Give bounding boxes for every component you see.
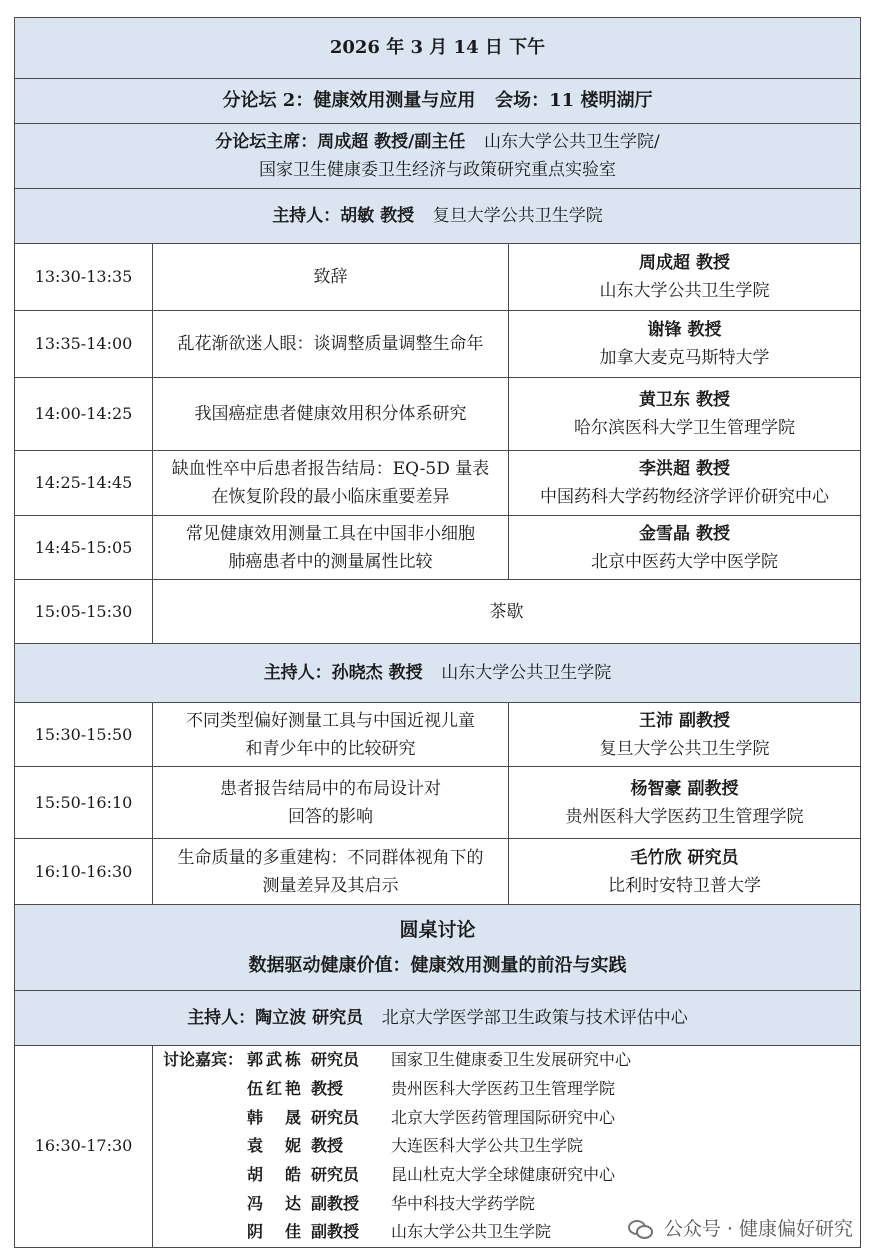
forum-title: 分论坛 2：健康效用测量与应用 bbox=[222, 90, 476, 111]
agenda-row bbox=[15, 703, 861, 767]
host-row-1 bbox=[15, 189, 861, 244]
time-cell: 13:35-14:00 bbox=[15, 311, 153, 378]
speaker-cell: 黄卫东 教授 哈尔滨医科大学卫生管理学院 bbox=[509, 378, 861, 451]
host-1-label: 主持人：胡敏 教授 bbox=[272, 206, 415, 226]
panel-time: 16:30-17:30 bbox=[15, 1046, 153, 1248]
forum-venue: 会场：11 楼明湖厅 bbox=[495, 90, 653, 111]
guest-name: 伍红艳 bbox=[247, 1079, 301, 1099]
date-text: 2026 年 3 月 14 日 下午 bbox=[329, 37, 546, 58]
guest-name: 胡皓 bbox=[247, 1165, 301, 1185]
time-cell: 14:25-14:45 bbox=[15, 451, 153, 516]
time-cell: 16:10-16:30 bbox=[15, 839, 153, 905]
time-cell: 14:00-14:25 bbox=[15, 378, 153, 451]
time-cell: 13:30-13:35 bbox=[15, 244, 153, 311]
host-row-3 bbox=[15, 991, 861, 1046]
agenda-row bbox=[15, 516, 861, 580]
agenda-row bbox=[15, 244, 861, 311]
speaker-cell: 王沛 副教授 复旦大学公共卫生学院 bbox=[509, 703, 861, 767]
host-3-org: 北京大学医学部卫生政策与技术评估中心 bbox=[381, 1008, 688, 1028]
host-row-2 bbox=[15, 644, 861, 703]
chair-org-1: 山东大学公共卫生学院/ bbox=[484, 132, 660, 152]
speaker-cell: 周成超 教授 山东大学公共卫生学院 bbox=[509, 244, 861, 311]
guest-name: 郭武栋 bbox=[247, 1050, 301, 1070]
roundtable-header bbox=[15, 905, 861, 991]
chair-org-2: 国家卫生健康委卫生经济与政策研究重点实验室 bbox=[259, 160, 616, 180]
host-2-label: 主持人：孙晓杰 教授 bbox=[263, 663, 423, 683]
break-time: 15:05-15:30 bbox=[15, 580, 153, 644]
agenda-row bbox=[15, 311, 861, 378]
guest-name: 韩晟 bbox=[247, 1107, 301, 1127]
guest-org: 贵州医科大学医药卫生管理学院 bbox=[391, 1079, 616, 1099]
chair-label: 分论坛主席：周成超 教授/副主任 bbox=[215, 132, 466, 152]
guest-name: 袁妮 bbox=[247, 1136, 301, 1156]
guest-row bbox=[153, 1103, 860, 1132]
topic-cell: 缺血性卒中后患者报告结局：EQ-5D 量表 在恢复阶段的最小临床重要差异 bbox=[153, 451, 509, 516]
topic-cell: 患者报告结局中的布局设计对 回答的影响 bbox=[153, 767, 509, 839]
guest-label: 讨论嘉宾： bbox=[163, 1050, 244, 1070]
speaker-cell: 金雪晶 教授 北京中医药大学中医学院 bbox=[509, 516, 861, 580]
agenda-row bbox=[15, 378, 861, 451]
watermark-text: 公众号 · 健康偏好研究 bbox=[663, 1218, 853, 1240]
guest-org: 国家卫生健康委卫生发展研究中心 bbox=[391, 1050, 632, 1070]
guest-title: 研究员 bbox=[311, 1165, 360, 1185]
topic-cell: 我国癌症患者健康效用积分体系研究 bbox=[153, 378, 509, 451]
time-cell: 14:45-15:05 bbox=[15, 516, 153, 580]
date-header bbox=[15, 18, 861, 79]
roundtable-title: 圆桌讨论 bbox=[399, 918, 476, 941]
topic-cell: 常见健康效用测量工具在中国非小细胞 肺癌患者中的测量属性比较 bbox=[153, 516, 509, 580]
guest-title: 研究员 bbox=[311, 1050, 360, 1070]
guest-name: 阴佳 bbox=[247, 1222, 301, 1242]
break-row bbox=[15, 580, 861, 644]
topic-cell: 致辞 bbox=[153, 244, 509, 311]
topic-cell: 不同类型偏好测量工具与中国近视儿童 和青少年中的比较研究 bbox=[153, 703, 509, 767]
break-label: 茶歇 bbox=[153, 580, 861, 644]
guest-row bbox=[153, 1132, 860, 1161]
speaker-cell: 谢锋 教授 加拿大麦克马斯特大学 bbox=[509, 311, 861, 378]
guest-org: 华中科技大学药学院 bbox=[391, 1193, 536, 1213]
time-cell: 15:30-15:50 bbox=[15, 703, 153, 767]
speaker-cell: 毛竹欣 研究员 比利时安特卫普大学 bbox=[509, 839, 861, 905]
guest-title: 教授 bbox=[311, 1079, 344, 1099]
guest-title: 教授 bbox=[311, 1136, 344, 1156]
guest-title: 副教授 bbox=[311, 1222, 360, 1242]
speaker-cell: 李洪超 教授 中国药科大学药物经济学评价研究中心 bbox=[509, 451, 861, 516]
chair-row bbox=[15, 124, 861, 189]
wechat-icon bbox=[628, 1218, 654, 1238]
forum-header bbox=[15, 79, 861, 124]
guest-row bbox=[153, 1046, 860, 1075]
guest-title: 研究员 bbox=[311, 1107, 360, 1127]
time-cell: 15:50-16:10 bbox=[15, 767, 153, 839]
agenda-table bbox=[14, 17, 861, 1248]
agenda-row bbox=[15, 451, 861, 516]
topic-cell: 乱花渐欲迷人眼：谈调整质量调整生命年 bbox=[153, 311, 509, 378]
agenda-row bbox=[15, 767, 861, 839]
guest-org: 昆山杜克大学全球健康研究中心 bbox=[391, 1165, 616, 1185]
guest-row bbox=[153, 1161, 860, 1190]
guest-org: 山东大学公共卫生学院 bbox=[391, 1222, 552, 1242]
topic-cell: 生命质量的多重建构：不同群体视角下的 测量差异及其启示 bbox=[153, 839, 509, 905]
host-2-org: 山东大学公共卫生学院 bbox=[441, 663, 612, 683]
guest-title: 副教授 bbox=[311, 1193, 360, 1213]
roundtable-subtitle: 数据驱动健康价值：健康效用测量的前沿与实践 bbox=[248, 954, 627, 976]
guest-name: 冯达 bbox=[247, 1193, 301, 1213]
watermark bbox=[628, 1214, 853, 1241]
speaker-cell: 杨智豪 副教授 贵州医科大学医药卫生管理学院 bbox=[509, 767, 861, 839]
guest-org: 北京大学医药管理国际研究中心 bbox=[391, 1107, 616, 1127]
guest-row bbox=[153, 1075, 860, 1104]
agenda-row bbox=[15, 839, 861, 905]
host-3-label: 主持人：陶立波 研究员 bbox=[187, 1008, 364, 1028]
host-1-org: 复旦大学公共卫生学院 bbox=[432, 206, 603, 226]
guest-org: 大连医科大学公共卫生学院 bbox=[391, 1136, 584, 1156]
